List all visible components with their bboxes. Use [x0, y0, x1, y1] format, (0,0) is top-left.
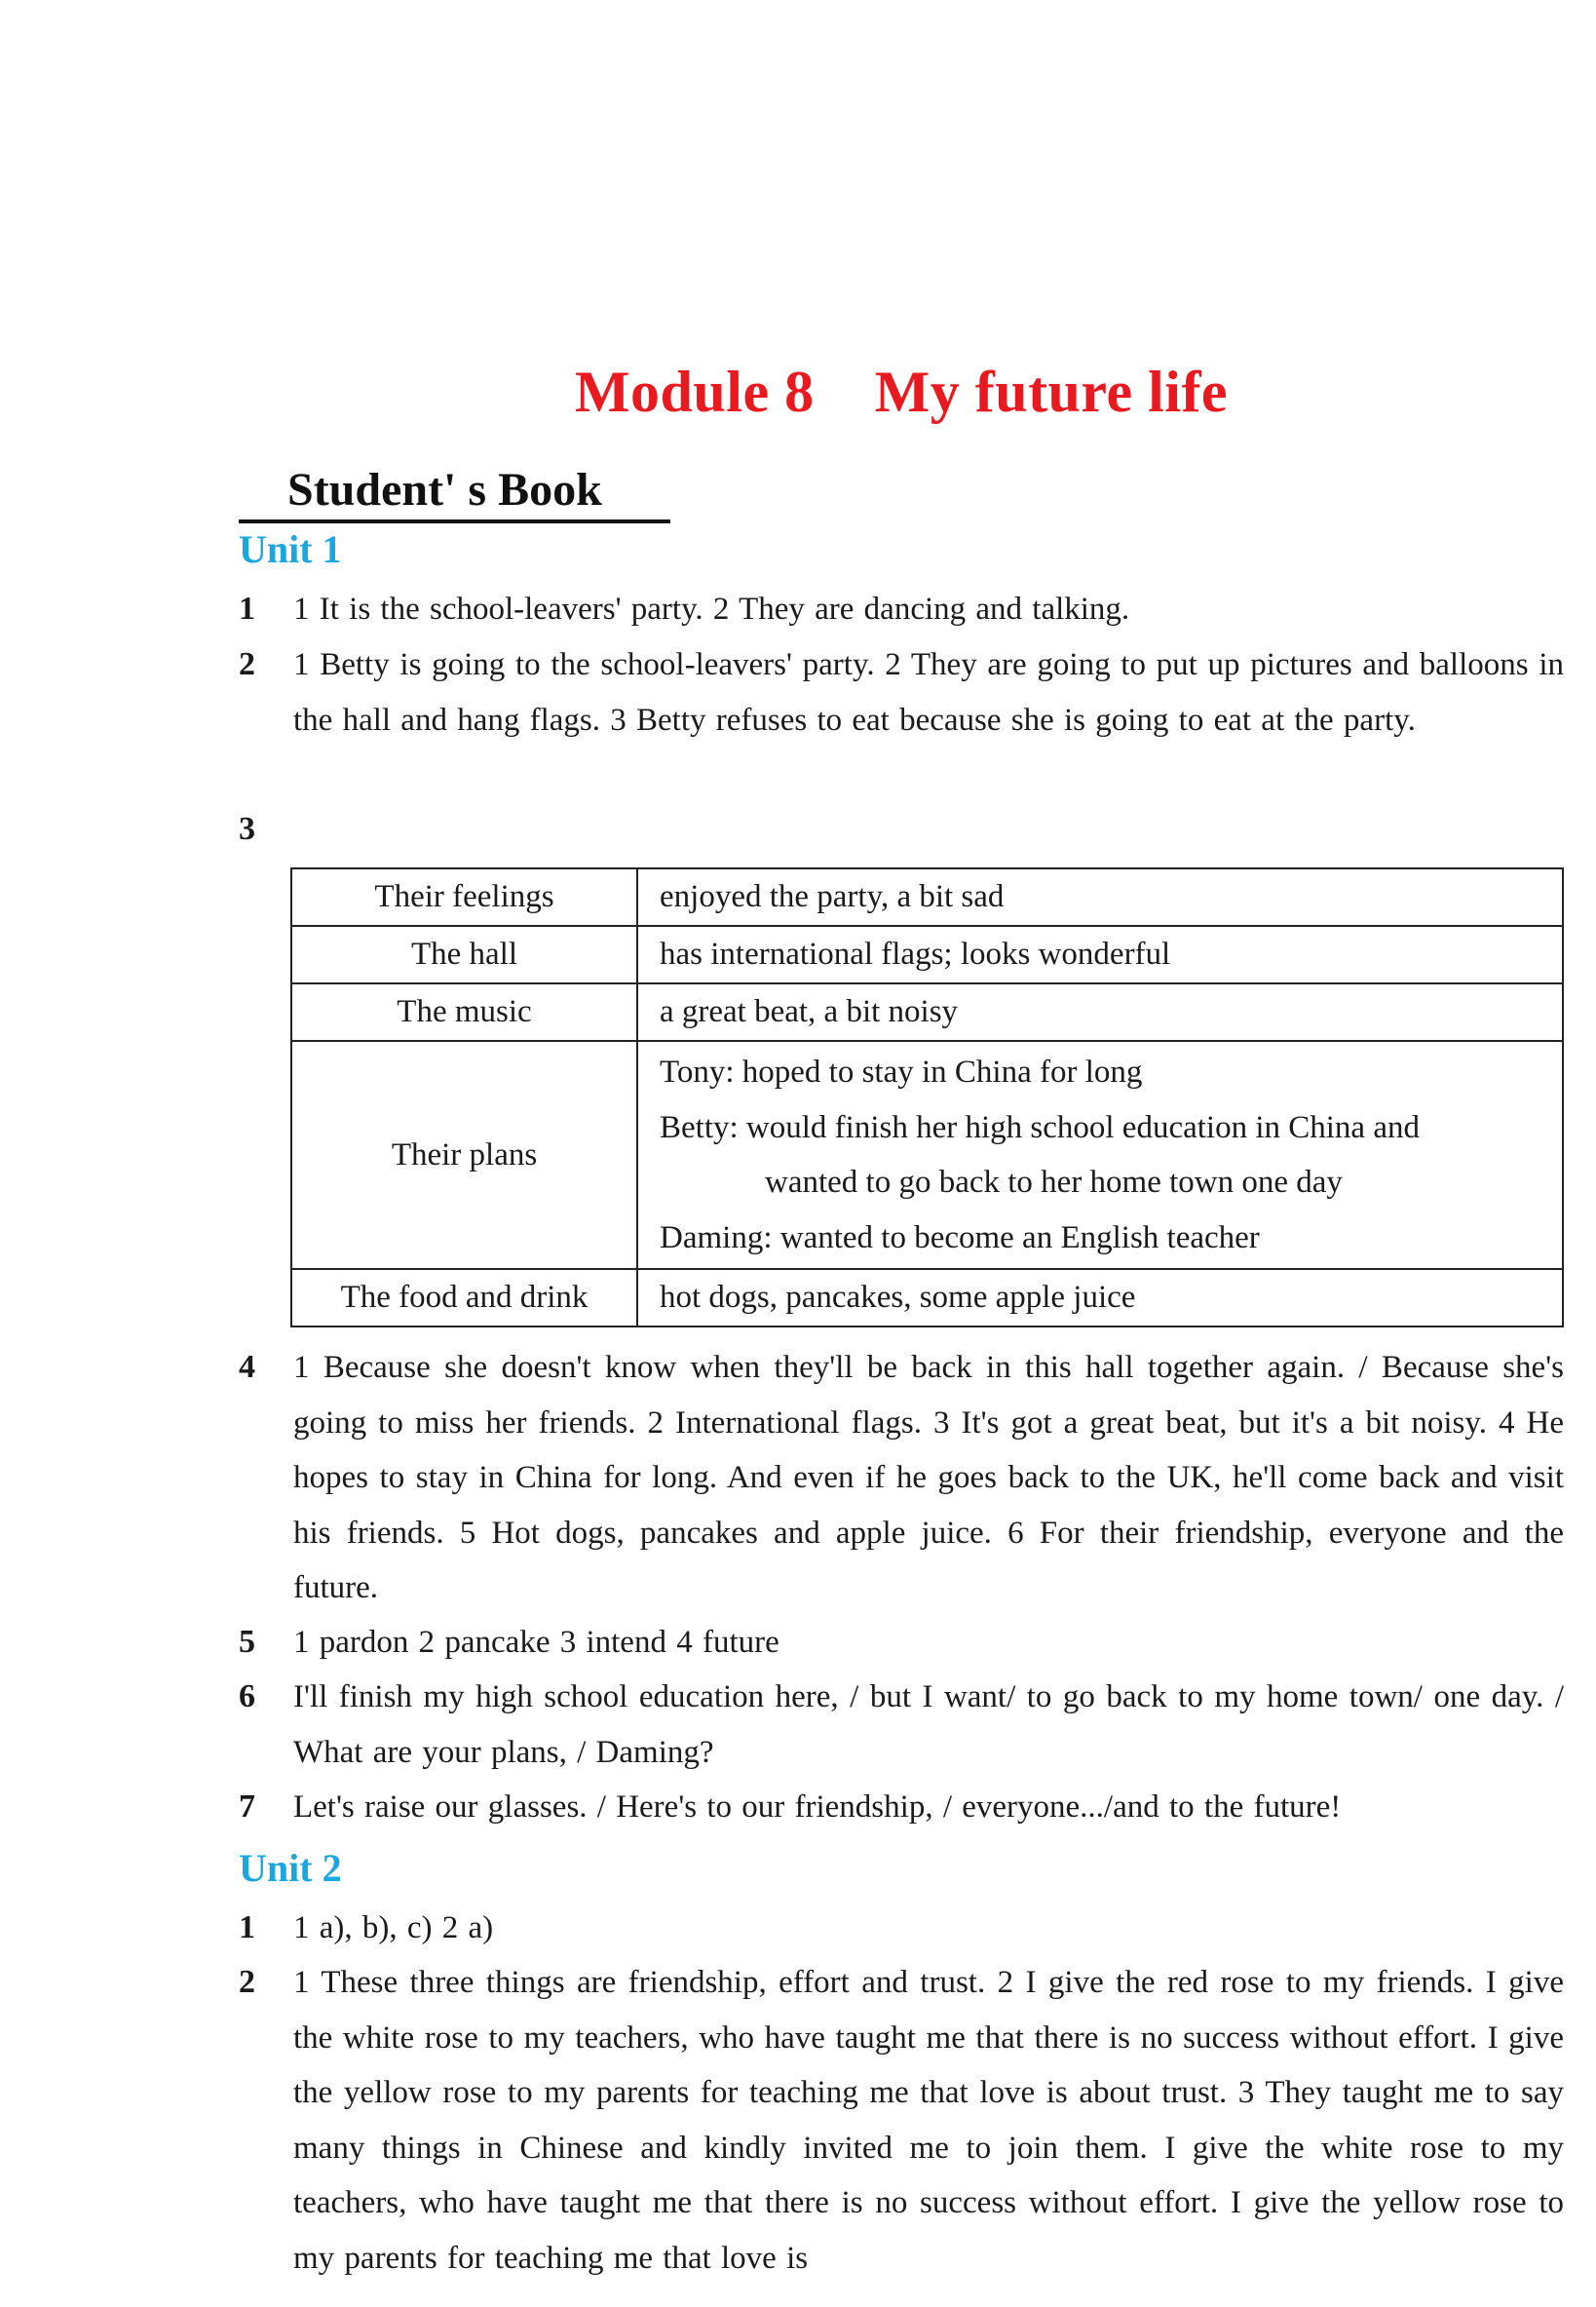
plan-line-tony: Tony: hoped to stay in China for long: [660, 1055, 1143, 1090]
table-row-value: has international flags; looks wonderful: [637, 926, 1563, 983]
exercise-number: 3: [239, 811, 255, 847]
unit2-exercise-2: [239, 1955, 1564, 2286]
table-row-label: Their plans: [291, 1041, 637, 1269]
table-row-label: The music: [291, 983, 637, 1041]
plan-line-daming: Daming: wanted to become an English teacher: [660, 1219, 1260, 1255]
module-title: Module 8 My future life: [574, 360, 1229, 424]
unit1-exercise-1: [239, 582, 1564, 637]
exercise-number: 2: [239, 1964, 255, 2000]
book-heading: Student' s Book: [287, 464, 602, 516]
exercise-number: 7: [239, 1788, 255, 1825]
exercise-answer: 1 Because she doesn't know when they'll be back in this hall together again. / Because she's going to miss her friends. 2 International flags. 3 It's got a great beat, but it's a bit noisy. 4 He hopes to stay in China for long. And even if he goes back to the UK, he'll come back and visit his friends. 5 Hot dogs, pancakes and apple juice. 6 For their friendship, everyone and the future.: [293, 1350, 1564, 1605]
book-heading-underline: [239, 519, 670, 523]
exercise-answer: 1 These three things are friendship, effort and trust. 2 I give the red rose to my friends. I give the white rose to my teachers, who have taught me that there is no success without effort. I give the yellow rose to my parents for teaching me that love is about trust. 3 They taught me to say many things in Chinese and kindly invited me to join them. I give the white rose to my teachers, who have taught me that there is no success without effort. I give the yellow rose to my parents for teaching me that love is: [293, 1965, 1564, 2276]
table-row: [291, 926, 1563, 983]
exercise-number: 1: [239, 1909, 255, 1945]
unit1-exercise-2: [239, 637, 1564, 748]
table-row-label: The hall: [291, 926, 637, 983]
exercise-answer: Let's raise our glasses. / Here's to our friendship, / everyone.../and to the future!: [293, 1789, 1342, 1825]
plan-line-betty-cont: wanted to go back to her home town one day: [765, 1165, 1343, 1200]
exercise-answer: I'll finish my high school education here, / but I want/ to go back to my home town/ one day. / What are your plans, / Daming?: [293, 1679, 1564, 1770]
exercise-answer: 1 Betty is going to the school-leavers' party. 2 They are going to put up pictures and balloons in the hall and hang flags. 3 Betty refuses to eat because she is going to eat at the party.: [293, 647, 1564, 738]
table-row: [291, 983, 1563, 1041]
table-row-value: hot dogs, pancakes, some apple juice: [637, 1269, 1563, 1327]
table-row-value: enjoyed the party, a bit sad: [637, 868, 1563, 926]
unit1-exercise-6: [239, 1670, 1564, 1780]
table-row-value: [637, 1041, 1563, 1269]
exercise-number: 1: [239, 591, 255, 627]
table-row: [291, 1041, 1563, 1269]
exercise-number: 6: [239, 1678, 255, 1714]
unit-2-heading: Unit 2: [239, 1846, 342, 1890]
table-row-label: Their feelings: [291, 868, 637, 926]
exercise-number: 2: [239, 646, 255, 682]
unit1-exercise-7: [239, 1780, 1564, 1835]
table-row: [291, 868, 1563, 926]
exercise-answer: 1 pardon 2 pancake 3 intend 4 future: [293, 1625, 779, 1660]
exercise-number: 5: [239, 1624, 255, 1660]
exercise-answer: 1 It is the school-leavers' party. 2 They are dancing and talking.: [293, 592, 1130, 627]
unit2-exercise-1: [239, 1901, 1564, 1956]
exercise-number: 4: [239, 1349, 255, 1385]
answer-table: [290, 867, 1564, 1327]
unit-1-heading: Unit 1: [239, 527, 342, 571]
unit1-exercise-5: [239, 1615, 1564, 1671]
plan-line-betty: Betty: would finish her high school education in China and: [660, 1109, 1420, 1145]
table-row-label: The food and drink: [291, 1269, 637, 1327]
table-row: [291, 1269, 1563, 1327]
exercise-answer: 1 a), b), c) 2 a): [293, 1910, 494, 1945]
unit1-exercise-4: [239, 1340, 1564, 1616]
table-row-value: a great beat, a bit noisy: [637, 983, 1563, 1041]
